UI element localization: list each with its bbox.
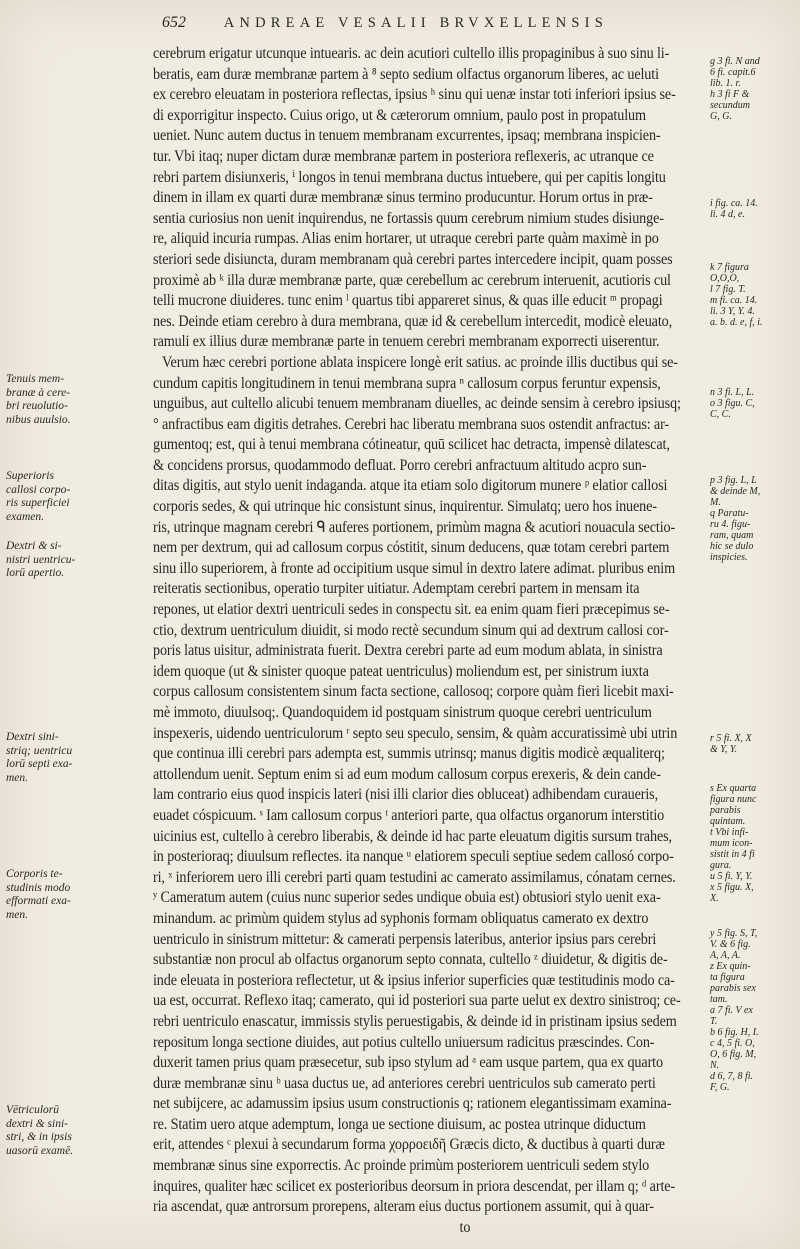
text-line: dinem in illam ex quarti duræ membranæ sinus termino producuntur. Horum ortus in præ- (153, 189, 653, 207)
text-line: ramuli ex illius duræ membranæ parte in tenuem cerebri membranam exporrecti uiserentur. (153, 333, 660, 351)
text-line: cerebrum erigatur utcunque intuearis. ac dein acutiori cultello illis propaginibus à suo sinu li- (153, 45, 670, 62)
figure-reference-line: q Paratu- (710, 508, 749, 519)
figure-reference-line: i fig. ca. 14. (710, 198, 758, 209)
figure-reference-line: & Y, Y. (710, 744, 738, 755)
text-line: proximè ab ᵏ illa duræ membranæ parte, quæ cerebellum ac cerebrum interuenit, acutioris cul (153, 271, 671, 289)
figure-reference-line: V. & 6 fig. (710, 939, 751, 950)
text-line: attollendum uenit. Septum enim si ad eum modum callosum corpus erexeris, & dein cande- (153, 765, 661, 783)
text-line: euadet cóspicuum. ˢ Iam callosum corpus ᵗ anteriori parte, qua olfactus organorum interstitio (153, 806, 665, 824)
text-line: to (459, 1218, 471, 1236)
margin-gloss-1 (6, 373, 156, 427)
text-line: steriori sede disiuncta, duram membranam quà cerebri partes intercedere incipit, quam posses (153, 250, 673, 268)
text-line: beratis, eam duræ membranæ partem à ⁸ septo sedium olfactus organorum liberes, ac ueluti (153, 65, 659, 83)
text-line: in posterioraq; diuulsum reflectes. ita nanque ᵘ elatiorem speculi septiue sedem callosó corpo- (153, 848, 674, 866)
gloss-line: Vētriculorū (6, 1104, 60, 1116)
figure-reference-line: h 3 fi F & (710, 89, 750, 100)
margin-sigla-1 (710, 56, 798, 122)
text-line: ctio, dextrum uentriculum diuidit, si modo rectè secundum sinum qui ad dextrum callosi cor- (153, 621, 669, 639)
figure-reference-line: u 5 fi. Y, Y. (710, 871, 753, 882)
gloss-line: Dextri & si- (6, 540, 62, 552)
gloss-line: studinis modo (6, 881, 71, 894)
gloss-line: efformati exa- (6, 895, 71, 907)
text-line: substantiæ non procul ab olfactus organorum septo connata, cultello ᶻ diuidetur, & digitis de- (153, 951, 668, 969)
figure-reference-line: tam. (710, 994, 728, 1005)
text-line: corporis sedes, & qui utrinque hic consistunt sinus, inquirentur. Simulatq; uero hos inuene- (153, 498, 657, 516)
gloss-line: men. (6, 771, 29, 784)
text-line: ueniet. Nunc autem ductus in tenuem membranam excurrentes, ipsaq; membrana inspicien- (153, 127, 661, 145)
figure-reference-line: C, C. (710, 409, 731, 420)
text-line: ° anfractibus eam digitis detrahes. Cerebri hac liberatu membrana suos ostendit anfractus: ar- (153, 415, 670, 433)
figure-reference-line: a 7 fi. V ex (710, 1005, 753, 1016)
text-line: telli mucrone diuideres. tunc enim ˡ quartus tibi appareret sinus, & quas ille educit ᵐ propagi (153, 292, 663, 310)
text-line: duxerit tamen prius quam præsecetur, sub ipso stylum ad ᵃ eam usque partem, qua ex quarto (153, 1054, 663, 1072)
text-line: inde eleuata in posteriora reflectetur, ut & ipsius inferior superficies quæ testitudinis modo ca- (153, 971, 675, 989)
text-line: uicinius est, cultello à cerebro liberabis, & deinde id hac parte eleuatum digitis sursum trahes, (153, 827, 672, 845)
figure-reference-line: p 3 fig. L, L (710, 475, 757, 486)
gloss-line: men. (6, 908, 29, 921)
gloss-line: callosi corpo- (6, 483, 71, 496)
body-text (153, 44, 767, 1238)
figure-reference-line: parabis sex (710, 983, 756, 994)
text-line: cundum capitis longitudinem in tenui membrana supra ⁿ callosum corpus feruntur expensis, (153, 374, 661, 392)
gloss-line: Superioris (6, 470, 54, 482)
figure-reference-line: parabis (710, 805, 741, 816)
margin-sigla-4 (710, 387, 798, 420)
text-line: net subijcere, ac adamussim ipsius usum constructionis q; rationem elegantissimam examina- (153, 1095, 672, 1113)
text-line: sinu illo superiorem, à fronte ad occipitium usque simul in dextro latere adimat. pluribus enim (153, 559, 675, 577)
gloss-line: branæ à cere- (6, 386, 71, 399)
figure-reference-line: z Ex quin- (710, 961, 751, 972)
figure-reference-line: & deinde M, (710, 486, 761, 497)
text-line: ri, ˣ inferiorem uero illi cerebri parti quam testudini ac camerato assimilamus, cónatam cernes. (153, 868, 676, 886)
figure-reference-line: b 6 fig. H, I. (710, 1027, 759, 1038)
figure-reference-line: n 3 fi. L, L. (710, 387, 755, 398)
figure-reference-line: secundum (710, 100, 750, 111)
text-line: erit, attendes ᶜ plexui à secundarum forma χορροειδῆ Græcis dicto, & ductibus à quarti duræ (153, 1136, 665, 1154)
text-line: inspexeris, uidendo uentriculorum ʳ septo seu speculo, sensim, & quàm accuratissimè ubi utrin (153, 724, 678, 742)
text-line: uentriculo in sinistrum mittetur: & camerati perpensis lateribus, anterior ipsius pars cerebri (153, 930, 657, 948)
text-line: ua est, occurrat. Reflexo itaq; camerato, qui id posteriori sua parte uelut ex dextro sinistroq; ce- (153, 992, 681, 1010)
figure-reference-line: O,O,O, (710, 273, 740, 284)
figure-reference-line: ru 4. figu- (710, 519, 751, 530)
text-line: Verum hæc cerebri portione ablata inspicere longè erit satius. ac proinde illis ductibus qui se- (161, 353, 678, 371)
text-line: unguibus, aut cultello alicubi tenuem membranam diuelles, ac deinde sensim à cerebro ipsiusq; (153, 395, 681, 413)
text-line: duræ membranæ sinu ᵇ uasa ductus ue, ad anteriores cerebri uentriculos sub camerato perti (153, 1074, 656, 1092)
figure-reference-line: hic se dulo (710, 541, 754, 552)
figure-reference-line: gura. (710, 860, 732, 871)
figure-reference-line: d 6, 7, 8 fi. (710, 1071, 754, 1082)
figure-reference-line: x 5 figu. X, (710, 882, 754, 893)
gloss-line: examen. (6, 510, 44, 523)
figure-reference-line: T. (710, 1016, 718, 1027)
figure-reference-line: A, A, A. (710, 950, 741, 961)
running-title: ANDREAE VESALII BRVXELLENSIS (223, 15, 608, 31)
gloss-line: lorū apertio. (6, 567, 65, 579)
gloss-line: stri, & in ipsis (6, 1131, 72, 1143)
text-line: corpus callosum consistentem sinum facta sectione, callosoq; corpore quàm fieri licebit maxi- (153, 683, 674, 701)
margin-sigla-5 (710, 475, 798, 563)
gloss-line: ris superficiei (6, 497, 70, 509)
text-line: tur. Vbi itaq; nuper dictam duræ membranæ partem in posteriora reflexeris, ac utranque ce (153, 147, 654, 165)
text-line: sentia curiosius non uenit inquirendus, ne fortassis quum cerebrum nimium studes disiunge- (153, 209, 664, 227)
margin-sigla-2 (710, 198, 798, 220)
figure-reference-line: y 5 fig. S, T, (710, 928, 758, 939)
figure-reference-line: li. 4 d, e. (710, 209, 745, 220)
text-line: ris, utrinque magnam cerebri ᑫ auferes portionem, primùm magna & acutiori nouacula sectio- (153, 518, 676, 536)
figure-reference-line: inspicies. (710, 552, 748, 563)
text-line: re. Statim uero atque ademptum, longa ue sectione diuisum, ac postea utrinque diductum (153, 1115, 646, 1133)
figure-reference-line: mum icon- (710, 838, 753, 849)
text-line: poris latus uisitur, administrata fuerit. Dextra cerebri parte ad eum modum ablata, in sinistra (153, 642, 663, 660)
text-line: reiteratis sectionibus, operatio turpiter uitiatur. Ademptam cerebri partem in mensam ita (153, 580, 640, 598)
figure-reference-line: N. (710, 1060, 720, 1071)
text-line: ʸ Cameratum autem (cuius nunc superior sedes undique obuia est) obtusiori stylo uenit exa- (153, 889, 661, 907)
figure-reference-line: s Ex quarta (710, 783, 757, 794)
text-line: repones, ut elatior dextri uentriculi sedes in conspectu sit. ea enim quam fieri præcepimus se- (153, 601, 670, 619)
figure-reference-line: ram, quam (710, 530, 754, 541)
margin-gloss-6 (6, 1104, 156, 1158)
gloss-line: Tenuis mem- (6, 373, 65, 385)
text-line: que continua illi cerebri pars adempta est, summis utrinsq; manus digitis modicè æqualiterq; (153, 745, 665, 763)
gloss-line: striq; uentricu (6, 744, 73, 757)
gloss-line: nistri uentricu- (6, 553, 76, 566)
figure-reference-line: sistit in 4 fi (710, 849, 755, 860)
figure-reference-line: quintam. (710, 816, 746, 827)
gloss-line: bri reuolutio- (6, 400, 68, 412)
figure-reference-line: M. (710, 497, 721, 508)
text-line: ria ascendat, quæ antrorsum prorepens, alteram eius ductus portionem assumit, qui à quar- (153, 1198, 654, 1216)
margin-gloss-2 (6, 470, 156, 524)
figure-reference-line: X. (710, 893, 719, 904)
margin-sigla-6 (710, 733, 798, 755)
text-line: ex cerebro eleuatam in posteriora reflectas, ipsius ʰ sinu qui uenæ instar toti inferiori ipsius se- (153, 86, 676, 104)
text-line: repositum longa sectione diuides, aut potius cultello uniuersum radicitus præscindes. Con- (153, 1033, 655, 1051)
figure-reference-line: g 3 fi. N and (710, 56, 760, 67)
text-line: lam contrario eius quod inspicis lateri (nisi illi clarior dies obluceat) adhibendam curaueris, (153, 786, 658, 804)
text-line: rebri partem disiunxeris, ⁱ longos in tenui membrana ductus intuebere, qui per capitis longitu (153, 168, 666, 186)
margin-gloss-3 (6, 540, 156, 581)
text-line: rebri uentriculo enascatur, immissis stylis peruestigabis, & deinde id in pristinam ipsius sedem (153, 1012, 677, 1030)
page-number: 652 (162, 14, 186, 31)
figure-reference-line: l 7 fig. T. (710, 284, 746, 295)
text-line: & concidens prorsus, quodammodo defluat. Porro cerebri anfractuum altitudo acpro sun- (153, 456, 647, 474)
figure-reference-line: O, 6 fig. M, (710, 1049, 757, 1060)
figure-reference-line: m fi. ca. 14. (710, 295, 758, 306)
figure-reference-line: t Vbi infi- (710, 827, 749, 838)
figure-reference-line: figura nunc (710, 794, 757, 805)
figure-reference-line: ta figura (710, 972, 745, 983)
figure-reference-line: c 4, 5 fi. O, (710, 1038, 755, 1049)
figure-reference-line: G, G. (710, 111, 732, 122)
text-line: mè immoto, diuulsoq;. Quandoquidem id postquam sinistrum quoque cerebri uentriculum (153, 704, 652, 721)
margin-gloss-4 (6, 731, 156, 785)
figure-reference-line: o 3 figu. C, (710, 398, 755, 409)
text-line: ditas digitis, aut stylo uenit indaganda. atque ita etiam solo digitorum munere ᵖ elatior callosi (153, 477, 668, 495)
figure-reference-line: a. b. d. e, f, i. (710, 317, 763, 328)
gloss-line: Dextri sini- (6, 731, 59, 743)
margin-sigla-7 (710, 783, 798, 904)
text-line: nes. Deinde etiam cerebro à dura membrana, quæ id & cerebellum intercedit, modicè eleuato, (153, 312, 673, 330)
figure-reference-line: r 5 fi. X, X (710, 733, 752, 744)
text-line: membranæ sinus sine exporrectis. Ac proinde primùm posteriorem uentriculi sedem stylo (153, 1157, 650, 1175)
figure-reference-line: 6 fi. capit.6 (710, 67, 756, 78)
text-line: inquires, qualiter hæc scilicet ex posterioribus deorsum in priora descendat, per illam q; ᵈ arte- (153, 1177, 676, 1195)
gloss-line: nibus auulsio. (6, 413, 71, 426)
text-line: gumentoq; est, qui à tenui membrana cótineatur, quū scilicet hac detracta, impensè dilatescat, (153, 436, 670, 454)
gloss-line: Corporis te- (6, 868, 63, 880)
margin-sigla-3 (710, 262, 798, 328)
text-line: idem quoque (ut & sinister quoque pateat uentriculus) moliendum est, per sinistrum iuxta (153, 662, 649, 680)
figure-reference-line: k 7 figura (710, 262, 749, 273)
margin-sigla-8 (710, 928, 798, 1093)
gloss-line: uasorū examē. (6, 1144, 74, 1157)
gloss-line: dextri & sini- (6, 1117, 68, 1130)
text-line: di exporrigitur inspecto. Cuius origo, ut & cæterorum omnium, paulo post in propatulum (153, 106, 646, 124)
text-line: minandum. ac primùm quidem stylus ad syphonis formam obliquatus camerato ex dextro (153, 909, 649, 927)
text-line: nem per dextrum, qui ad callosum corpus cóstitit, sinum deducens, quæ totam cerebri partem (153, 539, 670, 557)
gloss-line: lorū septi exa- (6, 758, 73, 770)
figure-reference-line: lib. 1. r. (710, 78, 741, 89)
figure-reference-line: li. 3 Y, Y. 4. (710, 306, 755, 317)
margin-gloss-5 (6, 868, 156, 922)
figure-reference-line: F, G. (710, 1082, 730, 1093)
text-line: re, aliquid incuria rumpas. Alias enim hortarer, ut utraque cerebri parte quàm maximè in po (153, 230, 659, 248)
running-head (162, 8, 762, 38)
